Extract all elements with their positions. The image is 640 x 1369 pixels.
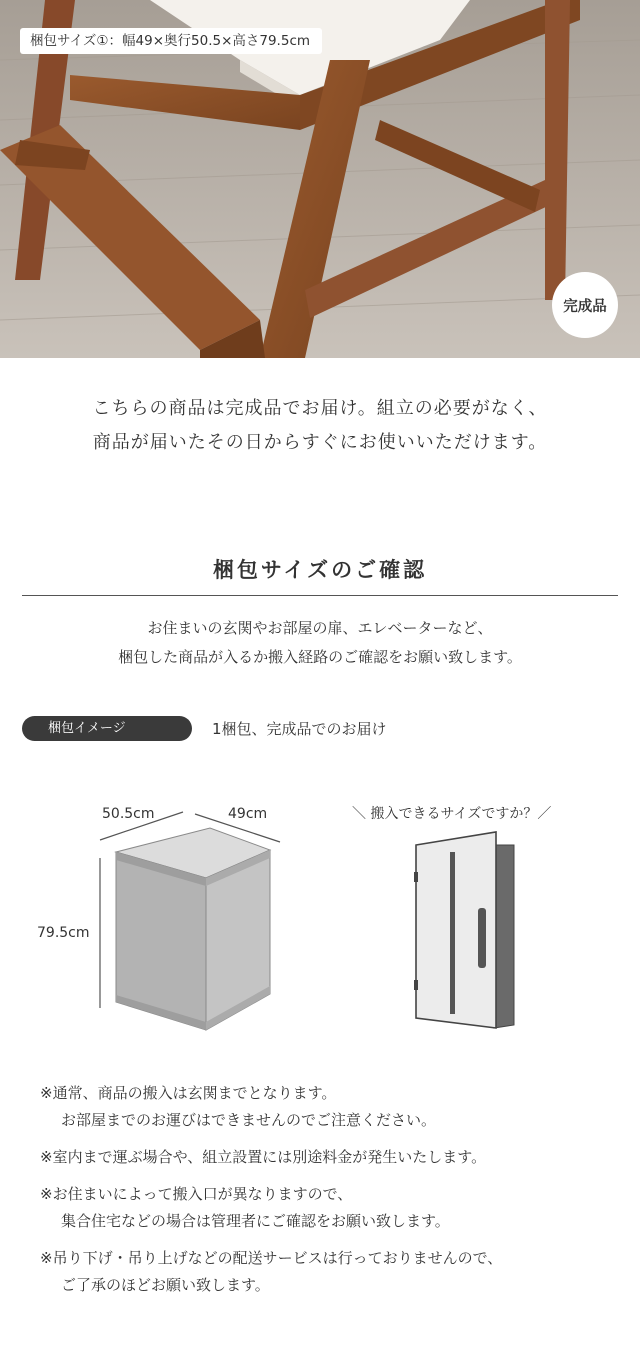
height-label: 79.5cm	[37, 925, 90, 941]
note-item	[40, 1245, 620, 1299]
assembled-badge: 完成品	[552, 272, 618, 338]
note-line: ※お住まいによって搬入口が異なりますので、	[40, 1185, 353, 1203]
note-line: ※吊り下げ・吊り上げなどの配送サービスは行っておりませんので、	[40, 1249, 503, 1267]
note-line: ご了承のほどお願い致します。	[61, 1276, 270, 1294]
depth-label: 50.5cm	[102, 806, 155, 822]
package-box	[116, 828, 270, 1030]
product-photo	[0, 0, 640, 358]
notes-list	[40, 1080, 620, 1309]
lead-line: お住まいの玄関やお部屋の扉、エレベーターなど、	[147, 619, 493, 637]
note-item	[40, 1144, 620, 1171]
note-line: ※通常、商品の搬入は玄関までとなります。	[40, 1084, 337, 1102]
note-item	[40, 1080, 620, 1134]
title-divider	[22, 595, 618, 596]
package-size-label: 梱包サイズ①：幅49×奥行50.5×高さ79.5cm	[20, 28, 322, 54]
width-label: 49cm	[228, 806, 268, 822]
section-title: 梱包サイズのご確認	[212, 558, 428, 582]
note-item	[40, 1181, 620, 1235]
package-diagram	[0, 790, 640, 1060]
section-lead	[0, 614, 640, 672]
package-image-pill: 梱包イメージ	[22, 716, 192, 741]
door-icon	[414, 832, 514, 1028]
package-description: 1梱包、完成品でのお届け	[212, 720, 387, 738]
intro-text	[0, 392, 640, 460]
note-line: お部屋までのお運びはできませんのでご注意ください。	[61, 1111, 437, 1129]
door-question: ＼ 搬入できるサイズですか？／	[352, 806, 552, 822]
lead-line: 梱包した商品が入るか搬入経路のご確認をお願い致します。	[118, 648, 522, 666]
intro-line: こちらの商品は完成品でお届け。組立の必要がなく、	[92, 398, 548, 419]
note-line: 集合住宅などの場合は管理者にご確認をお願い致します。	[61, 1212, 450, 1230]
intro-line: 商品が届いたその日からすぐにお使いいただけます。	[92, 432, 548, 453]
note-line: ※室内まで運ぶ場合や、組立設置には別途料金が発生いたします。	[40, 1148, 487, 1166]
